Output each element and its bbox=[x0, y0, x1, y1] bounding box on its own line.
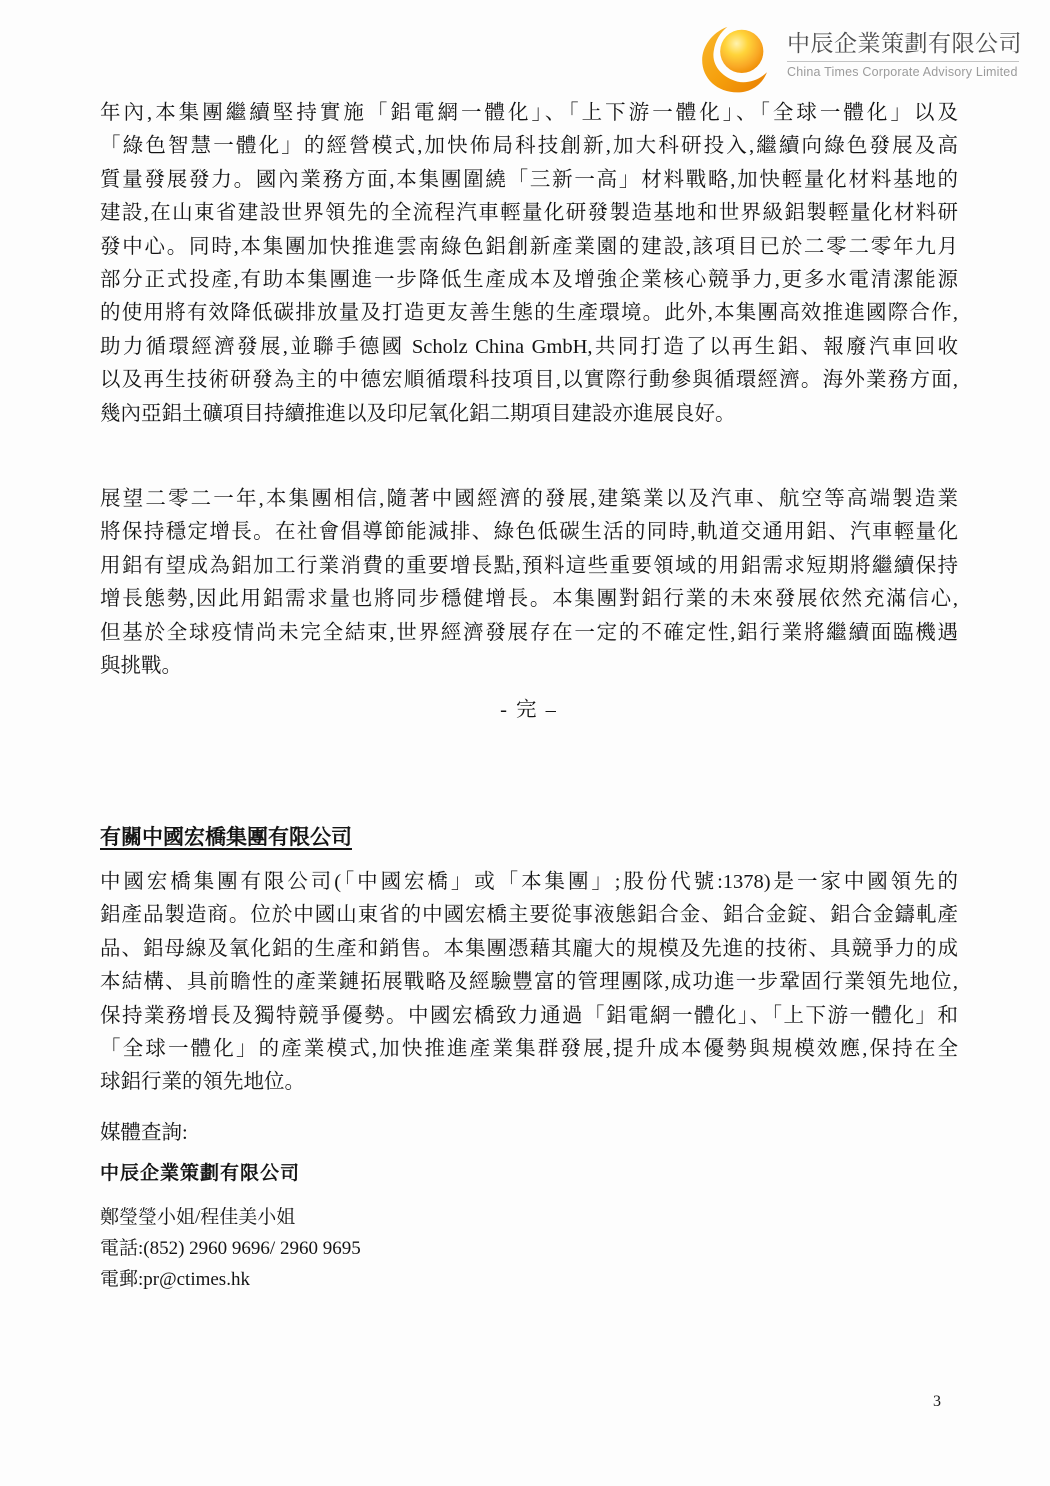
text-line: 球鋁行業的領先地位。 bbox=[100, 1071, 305, 1094]
text-line: 展望二零二一年,本集團相信,隨著中國經濟的發展,建築業以及汽車、航空等高端製造業 bbox=[100, 488, 958, 510]
text-line: 增長態勢,因此用鋁需求量也將同步穩健增長。本集團對鋁行業的未來發展依然充滿信心, bbox=[100, 588, 958, 611]
text-line: 年內,本集團繼續堅持實施「鋁電網一體化」、「上下游一體化」、「全球一體化」以及 bbox=[100, 102, 958, 124]
text-line: 用鋁有望成為鋁加工行業消費的重要增長點,預料這些重要領域的用鋁需求短期將繼續保持 bbox=[100, 554, 958, 577]
about-section-heading bbox=[100, 822, 352, 852]
about-section-heading-text: 有關中國宏橋集團有限公司 bbox=[100, 825, 352, 849]
text-line: 品、鋁母線及氧化鋁的生產和銷售。本集團憑藉其龐大的規模及先進的技術、具競爭力的成 bbox=[100, 937, 958, 960]
text-line: 部分正式投產,有助本集團進一步降低生產成本及增強企業核心競爭力,更多水電清潔能源 bbox=[100, 269, 958, 292]
text-line: 本結構、具前瞻性的產業鏈拓展戰略及經驗豐富的管理團隊,成功進一步鞏固行業領先地位, bbox=[100, 971, 958, 994]
logo-divider bbox=[787, 61, 1019, 62]
text-line: 與挑戰。 bbox=[100, 655, 182, 678]
logo-company-name-zh: 中辰企業策劃有限公司 bbox=[787, 30, 1022, 56]
text-line: 「全球一體化」的產業模式,加快推進產業集群發展,提升成本優勢與規模效應,保持在全 bbox=[100, 1038, 958, 1061]
text-line: 建設,在山東省建設世界領先的全流程汽車輕量化研發製造基地和世界級鋁製輕量化材料研 bbox=[100, 202, 958, 225]
page-number: 3 bbox=[933, 1393, 941, 1410]
contact-email: 電郵:pr@ctimes.hk bbox=[100, 1269, 250, 1291]
paragraph-business-review bbox=[100, 97, 958, 431]
text-line: 以及再生技術研發為主的中德宏順循環科技項目,以實際行動參與循環經濟。海外業務方面, bbox=[100, 369, 958, 392]
contact-company-name: 中辰企業策劃有限公司 bbox=[100, 1163, 301, 1184]
logo-sphere-icon bbox=[694, 24, 778, 96]
text-line: 幾內亞鋁土礦項目持續推進以及印尼氧化鋁二期項目建設亦進展良好。 bbox=[100, 402, 736, 425]
text-line: 中國宏橋集團有限公司(「中國宏橋」或「本集團」;股份代號:1378)是一家中國領先的 bbox=[100, 871, 958, 893]
contact-phone: 電話:(852) 2960 9696/ 2960 9695 bbox=[100, 1238, 361, 1260]
text-line: 鋁產品製造商。位於中國山東省的中國宏橋主要從事液態鋁合金、鋁合金錠、鋁合金鑄軋產 bbox=[100, 904, 958, 927]
company-logo bbox=[694, 24, 1022, 96]
contact-persons: 鄭瑩瑩小姐/程佳美小姐 bbox=[100, 1207, 296, 1228]
logo-text-block bbox=[787, 24, 1022, 80]
text-line: 將保持穩定增長。在社會倡導節能減排、綠色低碳生活的同時,軌道交通用鋁、汽車輕量化 bbox=[100, 521, 958, 544]
text-line: 保持業務增長及獨特競爭優勢。中國宏橋致力通過「鋁電網一體化」、「上下游一體化」和 bbox=[100, 1004, 958, 1027]
end-marker: - 完 – bbox=[500, 699, 558, 721]
paragraph-outlook bbox=[100, 483, 958, 683]
text-line: 「綠色智慧一體化」的經營模式,加快佈局科技創新,加大科研投入,繼續向綠色發展及高 bbox=[100, 135, 958, 158]
media-enquiries-label: 媒體查詢: bbox=[100, 1122, 188, 1144]
text-line: 但基於全球疫情尚未完全結束,世界經濟發展存在一定的不確定性,鋁行業將繼續面臨機遇 bbox=[100, 621, 958, 644]
text-line: 發中心。同時,本集團加快推進雲南綠色鋁創新產業園的建設,該項目已於二零二零年九月 bbox=[100, 235, 958, 258]
paragraph-about-company bbox=[100, 866, 958, 1100]
text-line: 助力循環經濟發展,並聯手德國 Scholz China GmbH,共同打造了以再生鋁、報廢汽車回收 bbox=[100, 335, 958, 358]
text-line: 的使用將有效降低碳排放量及打造更友善生態的生產環境。此外,本集團高效推進國際合作, bbox=[100, 302, 958, 325]
logo-company-name-en: China Times Corporate Advisory Limited bbox=[787, 65, 1018, 79]
text-line: 質量發展發力。國內業務方面,本集團圍繞「三新一高」材料戰略,加快輕量化材料基地的 bbox=[100, 168, 958, 191]
contact-details bbox=[100, 1202, 361, 1296]
